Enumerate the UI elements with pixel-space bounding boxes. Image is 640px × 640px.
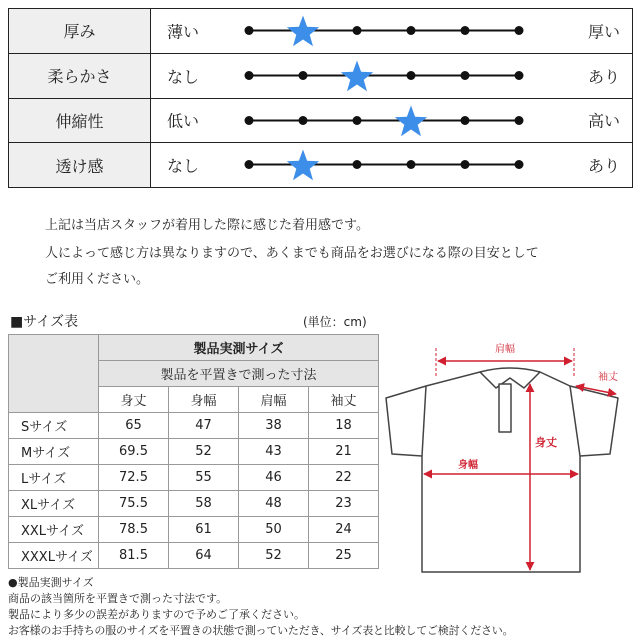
note-line-1: 上記は当店スタッフが着用した際に感じた着用感です。 — [45, 218, 369, 233]
size-cell: 61 — [169, 517, 239, 543]
polo-shirt-outline — [386, 368, 618, 572]
feel-label: 透け感 — [9, 143, 151, 188]
feel-scale-dot — [461, 26, 470, 35]
size-cell: 78.5 — [99, 517, 169, 543]
note-line-2: 人によって感じ方は異なりますので、あくまでも商品をお選びになる際の目安として — [45, 246, 539, 261]
feel-scale-dot — [515, 160, 524, 169]
footer-line-3: 製品により多少の誤差がありますので予めご了承ください。 — [8, 608, 305, 621]
size-table-title: ■サイズ表 — [10, 314, 79, 330]
size-row — [9, 517, 379, 543]
feel-scale-dot — [299, 116, 308, 125]
size-cell: 21 — [309, 439, 379, 465]
size-row-name: XXXLサイズ — [9, 543, 99, 569]
size-cell: 47 — [169, 413, 239, 439]
feel-scale-dot — [461, 160, 470, 169]
note-line-3: ご利用ください。 — [45, 272, 150, 287]
feel-scale-dot — [515, 116, 524, 125]
footer-line-4: お客様のお手持ちの服のサイズを平置きの状態で測っていただき、サイズ表と比較してご検討ください。 — [8, 624, 514, 637]
size-cell: 43 — [239, 439, 309, 465]
size-cell: 75.5 — [99, 491, 169, 517]
size-column-header: 肩幅 — [239, 387, 309, 413]
shoulder-label: 肩幅 — [495, 344, 515, 355]
feel-low-label: なし — [167, 156, 200, 176]
garment-diagram — [380, 334, 640, 584]
size-row — [9, 491, 379, 517]
size-cell: 65 — [99, 413, 169, 439]
size-cell: 22 — [309, 465, 379, 491]
footer-line-1: ●製品実測サイズ — [8, 576, 94, 589]
feel-scale — [241, 143, 531, 187]
size-row-name: XXLサイズ — [9, 517, 99, 543]
feel-scale-dot — [245, 116, 254, 125]
feel-scale-dot — [461, 71, 470, 80]
width-label: 身幅 — [458, 460, 478, 471]
size-row-name: XLサイズ — [9, 491, 99, 517]
size-cell: 48 — [239, 491, 309, 517]
size-cell: 52 — [239, 543, 309, 569]
size-cell: 72.5 — [99, 465, 169, 491]
feel-scale-cell — [151, 53, 633, 98]
feel-scale-dot — [245, 26, 254, 35]
feel-scale-dot — [353, 160, 362, 169]
feel-label: 柔らかさ — [9, 53, 151, 98]
feel-scale-dot — [407, 160, 416, 169]
feel-scale-cell — [151, 98, 633, 143]
size-table-corner — [9, 335, 99, 413]
size-row — [9, 465, 379, 491]
feel-label: 伸縮性 — [9, 98, 151, 143]
feel-high-label: あり — [587, 156, 620, 176]
feel-scale-cell — [151, 143, 633, 188]
feel-scale-dot — [515, 26, 524, 35]
feel-scale-dot — [515, 71, 524, 80]
size-cell: 46 — [239, 465, 309, 491]
size-cell: 81.5 — [99, 543, 169, 569]
size-cell: 38 — [239, 413, 309, 439]
feel-scale-cell — [151, 9, 633, 54]
size-cell: 58 — [169, 491, 239, 517]
feel-row — [9, 98, 633, 143]
feel-level-star-icon — [287, 150, 319, 181]
size-table-unit: (単位：cm) — [303, 315, 367, 329]
feel-level-star-icon — [395, 105, 427, 136]
feel-scale-dot — [245, 160, 254, 169]
size-cell: 55 — [169, 465, 239, 491]
feel-scale-table — [8, 8, 633, 188]
size-table-header-sub: 製品を平置きで測った寸法 — [99, 361, 379, 387]
feel-low-label: 薄い — [167, 22, 200, 42]
feel-scale-dot — [407, 26, 416, 35]
feel-low-label: なし — [167, 67, 200, 87]
footer-line-2: 商品の該当箇所を平置きで測った寸法です。 — [8, 592, 228, 605]
feel-level-star-icon — [287, 16, 319, 47]
size-cell: 50 — [239, 517, 309, 543]
feel-row — [9, 143, 633, 188]
sleeve-label: 袖丈 — [598, 372, 618, 383]
feel-row — [9, 9, 633, 54]
feel-high-label: 厚い — [587, 22, 620, 42]
feel-high-label: 高い — [587, 111, 620, 131]
feel-scale-dot — [407, 71, 416, 80]
size-table — [8, 334, 379, 569]
size-row — [9, 413, 379, 439]
size-cell: 64 — [169, 543, 239, 569]
feel-scale-dot — [461, 116, 470, 125]
feel-high-label: あり — [587, 67, 620, 87]
feel-scale — [241, 99, 531, 143]
size-cell: 52 — [169, 439, 239, 465]
size-row — [9, 543, 379, 569]
size-cell: 18 — [309, 413, 379, 439]
feel-scale — [241, 9, 531, 53]
size-column-header: 身幅 — [169, 387, 239, 413]
feel-label: 厚み — [9, 9, 151, 54]
size-cell: 24 — [309, 517, 379, 543]
feel-scale — [241, 54, 531, 98]
feel-scale-dot — [353, 26, 362, 35]
feel-scale-dot — [353, 116, 362, 125]
feel-row — [9, 53, 633, 98]
feel-low-label: 低い — [167, 111, 200, 131]
size-row-name: Lサイズ — [9, 465, 99, 491]
size-row-name: Mサイズ — [9, 439, 99, 465]
size-column-header: 袖丈 — [309, 387, 379, 413]
feel-scale-dot — [299, 71, 308, 80]
size-table-header-main: 製品実測サイズ — [99, 335, 379, 361]
size-cell: 23 — [309, 491, 379, 517]
size-row-name: Sサイズ — [9, 413, 99, 439]
feel-scale-dot — [245, 71, 254, 80]
size-column-header: 身丈 — [99, 387, 169, 413]
size-row — [9, 439, 379, 465]
feel-level-star-icon — [341, 60, 373, 91]
length-label: 身丈 — [535, 436, 557, 449]
size-cell: 69.5 — [99, 439, 169, 465]
size-cell: 25 — [309, 543, 379, 569]
